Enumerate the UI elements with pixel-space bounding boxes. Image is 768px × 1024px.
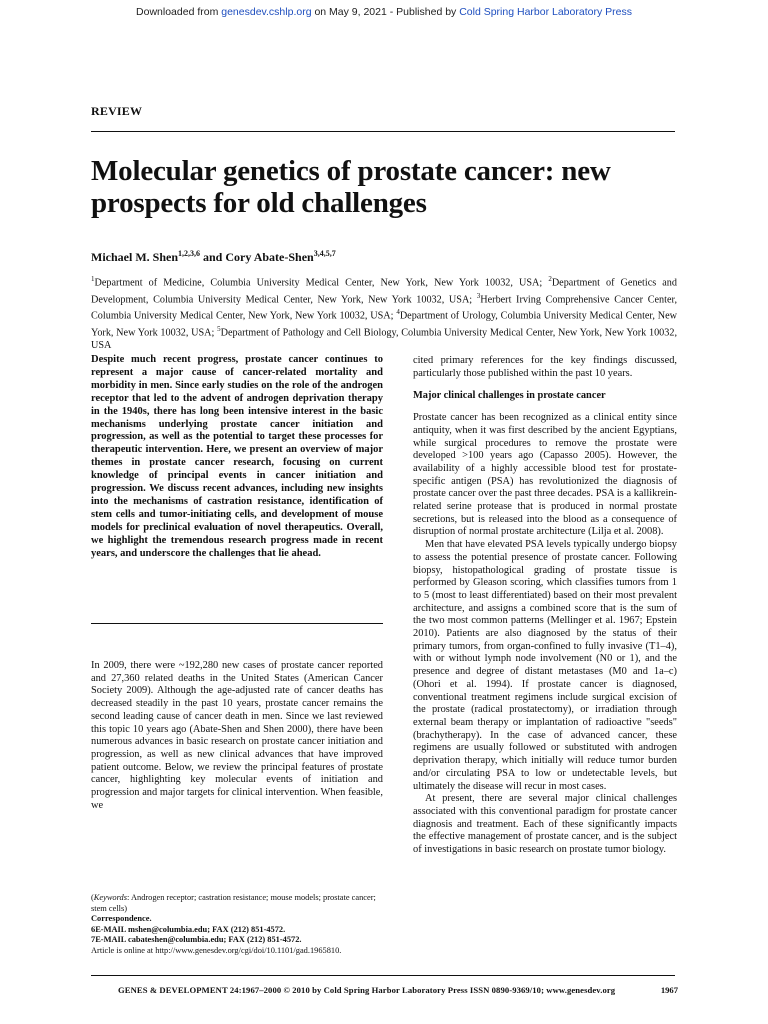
paragraph: Men that have elevated PSA levels typically undergo biopsy to assess the potential presence of prostate cancer. Following biopsy, histopathological grading of prostate tissue is performed by Gleason scoring, which classifies tumors from 1 to 5 (most to least differentiated) based on their most prevalent architecture, and assigns a combined score that is the sum of the two most common patterns (Mellinger et al. 1967; Epstein 2010). Patients are also diagnosed by the status of their primary tumors, from organ-confined to fully invasive (T1–4), with or without lymph node involvement (N0 or 1), and the presence and degree of distant metastases (M0 and 1a–c) (Ohori et al. 1994). If prostate cancer is diagnosed, conventional treatment regimens include surgical excision of the prostate (radical prostatectomy), or irradiation through external beam therapy or implantation of radioactive "seeds" (brachytherapy). In the case of advanced cancer, these regimens are usually followed or substituted with androgen deprivation therapy, which initially will reduce tumor burden and/or circulating PSA to low or undetectable levels, but ultimately the disease will recur in most cases. — [413, 539, 677, 792]
section-heading: Major clinical challenges in prostate cancer — [413, 390, 606, 402]
email-2: 7E-MAIL cabateshen@columbia.edu; FAX (212) 851-4572. — [91, 935, 302, 945]
email-1: 6E-MAIL mshen@columbia.edu; FAX (212) 851-4572. — [91, 924, 286, 934]
header-rule — [91, 131, 675, 132]
author-line — [91, 249, 336, 265]
section-label: REVIEW — [91, 104, 143, 118]
author-1-affil: 1,2,3,6 — [178, 249, 200, 258]
affil-sup: 4 — [396, 308, 400, 317]
footnotes — [91, 893, 383, 957]
download-notice — [0, 6, 768, 18]
right-column — [413, 355, 677, 857]
affil-text: Department of Urology, Columbia University Medical Center, New York, New York 10032, USA; — [91, 310, 678, 339]
affil-sup: 3 — [476, 291, 481, 300]
page-number: 1967 — [660, 985, 678, 995]
author-2: Cory Abate-Shen — [225, 250, 314, 264]
introduction — [91, 660, 383, 812]
abstract-rule — [91, 623, 383, 624]
intro-paragraph: In 2009, there were ~192,280 new cases of prostate cancer reported and 27,360 related deaths in the United States (American Cancer Society 2009). Although the age-adjusted rate of cancer deaths has decreased steadily in the past 10 years, prostate cancer remains the second leading cause of cancer death in men. Since we last reviewed this topic 10 years ago (Abate-Shen and Shen 2000), there have been numerous advances in basic research on prostate cancer initiation and progression, as well as new clinical advances that have improved patient outcome. Below, we review the principal features of prostate cancer, highlighting key molecular events of initiation and progression and major targets for clinical intervention. When feasible, we — [91, 660, 383, 811]
site-link[interactable]: genesdev.cshlp.org — [221, 6, 312, 18]
paragraph: Prostate cancer has been recognized as a clinical entity since antiquity, when it was first described by the ancient Egyptians, while surgical procedures to remove the prostate were developed >100 years ago (Capasso 2005). However, the availability of a highly accessible blood test for prostate-specific antigen (PSA) has revolutionized the diagnosis of prostate cancer over the past three decades. PSA is a kallikrein-related serine protease that is produced in normal prostate secretions, but is released into the blood as a consequence of disruption of normal prostate architecture (Lilja et al. 2008). — [413, 412, 677, 538]
author-2-affil: 3,4,5,7 — [313, 249, 336, 258]
affil-sup: 5 — [217, 324, 221, 333]
affiliations — [91, 273, 677, 353]
download-prefix: Downloaded from — [136, 6, 222, 18]
affil-text: Department of Medicine, Columbia University Medical Center, New York, New York 10032, USA; — [94, 277, 549, 289]
paragraph: At present, there are several major clinical challenges associated with this conventional paradigm for prostate cancer diagnosis and treatment. Each of these significantly impacts the effective management of prostate cancer, and is the subject of investigations in basic research on prostate tumor biology. — [413, 793, 677, 856]
keywords-label: Keywords — [93, 893, 127, 902]
keywords-text: : Androgen receptor; castration resistance; mouse models; prostate cancer; stem cells — [91, 893, 376, 913]
download-middle: on May 9, 2021 - Published by — [311, 6, 460, 18]
publisher-link[interactable]: Cold Spring Harbor Laboratory Press — [459, 6, 632, 18]
affil-sup: 1 — [91, 275, 95, 283]
footer-rule — [91, 975, 675, 976]
author-conjunction: and — [200, 250, 226, 264]
article-doi: Article is online at http://www.genesdev.org/cgi/doi/10.1101/gad.1965810. — [91, 945, 342, 955]
affil-text: Herbert Irving Comprehensive Cancer Center, Columbia University Medical Center, New York, New York 10032, USA; — [91, 293, 677, 322]
keywords: (Keywords: Androgen receptor; castration resistance; mouse models; prostate cancer; stem cells) — [91, 893, 376, 913]
journal-footer: GENES & DEVELOPMENT 24:1967–2000 © 2010 by Cold Spring Harbor Laboratory Press ISSN 0890-9369/10; www.genesdev.org — [118, 985, 616, 995]
affil-sup: 2 — [548, 275, 552, 283]
paragraph-continued: cited primary references for the key findings discussed, particularly those published within the past 10 years. — [413, 355, 677, 379]
author-1: Michael M. Shen — [91, 250, 178, 264]
abstract: Despite much recent progress, prostate cancer continues to represent a major cause of cancer-related mortality and morbidity in men. Since early studies on the role of the androgen receptor that led to the advent of androgen deprivation therapy in the 1940s, there has long been intensive interest in the basic mechanisms underlying prostate cancer initiation and progression, as well as the potential to target these processes for therapeutic intervention. Here, we present an overview of major themes in prostate cancer research, focusing on current knowledge of principal events in cancer initiation and progression. We discuss recent advances, including new insights into the mechanisms of castration resistance, identification of stem cells and tumor-initiating cells, and development of mouse models for preclinical evaluation of novel therapeutics. Overall, we highlight the tremendous research progress made in recent years, and underscore the challenges that lie ahead. — [91, 354, 383, 559]
affil-text: Department of Pathology and Cell Biology, Columbia University Medical Center, New York, New York 10032, USA — [91, 327, 678, 352]
correspondence-label: Correspondence. — [91, 914, 152, 924]
article-title: Molecular genetics of prostate cancer: new prospects for old challenges — [91, 155, 611, 219]
affil-text: Department of Genetics and Development, Columbia University Medical Center, New York, New York 10032, USA; — [91, 277, 677, 305]
